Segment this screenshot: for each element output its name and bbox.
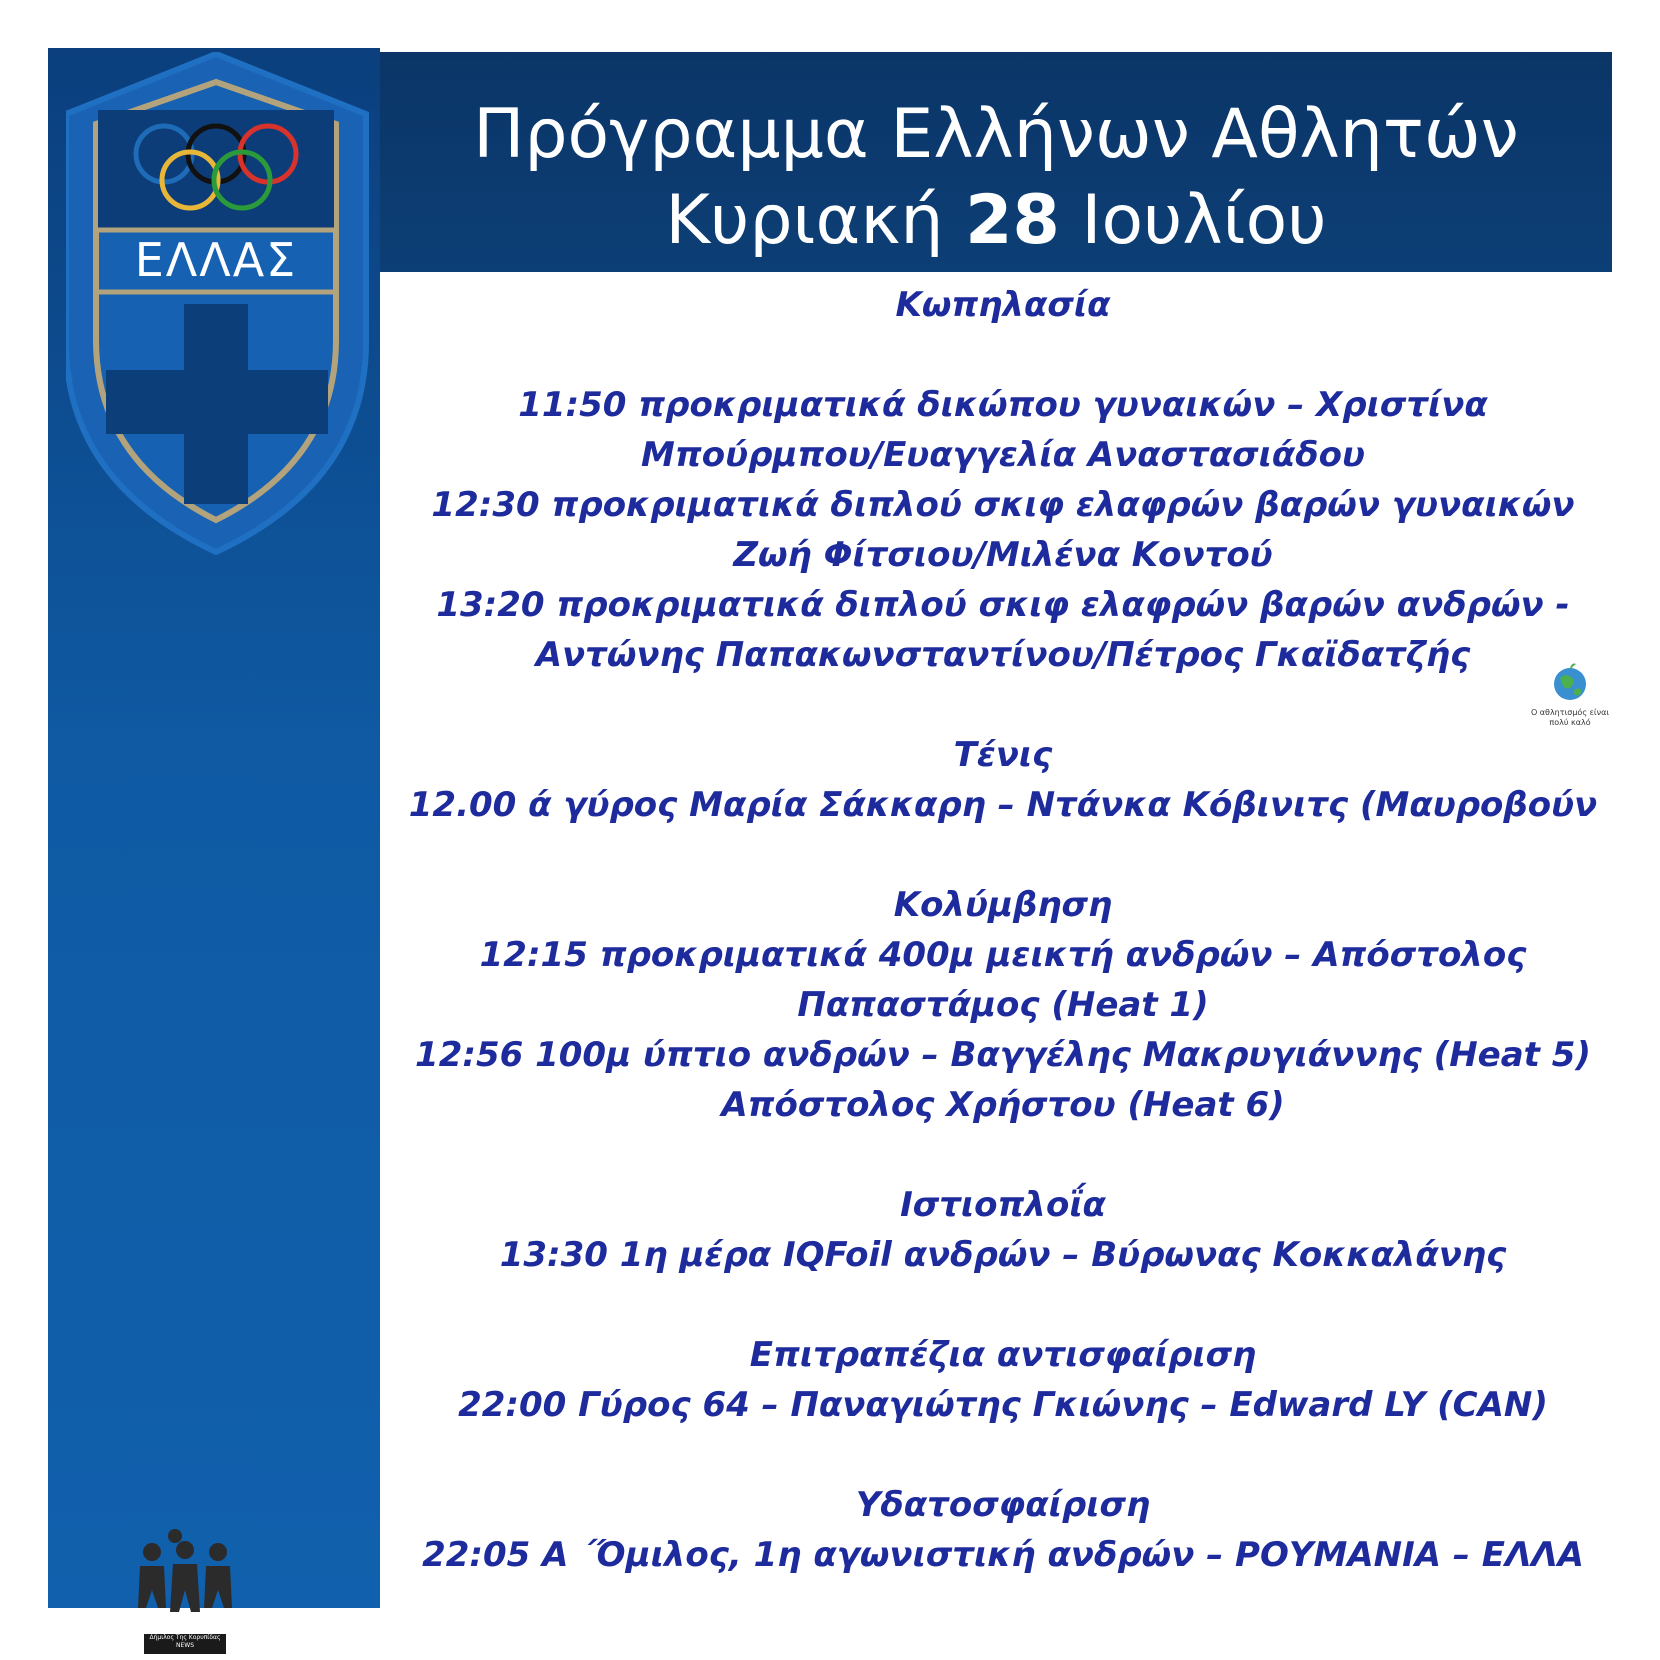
schedule-entry: 12.00 ά γύρος Μαρία Σάκκαρη – Ντάνκα Κόβινιτς (Μαυροβούν (408, 785, 1598, 825)
schedule-entry: Αντώνης Παπακωνσταντίνου/Πέτρος Γκαϊδατζής (535, 635, 1471, 675)
greek-olympic-crest (66, 52, 382, 572)
schedule-entry: 13:20 προκριματικά διπλού σκιφ ελαφρών βαρών ανδρών - (436, 585, 1570, 625)
section-title-tennis: Τένις (953, 735, 1053, 775)
schedule-entry: 22:00 Γύρος 64 – Παναγιώτης Γκιώνης – Edward LY (CAN) (458, 1385, 1548, 1425)
page-date (380, 178, 1612, 264)
date-day: Κυριακή (665, 181, 944, 260)
schedule-content (392, 280, 1614, 1610)
page-title: Πρόγραμμα Ελλήνων Αθλητών (473, 95, 1519, 174)
schedule-entry: Απόστολος Χρήστου (Heat 6) (721, 1085, 1285, 1125)
schedule-entry: 13:30 1η μέρα IQFoil ανδρών – Βύρωνας Κοκκαλάνης (499, 1235, 1507, 1275)
date-month: Ιουλίου (1081, 181, 1327, 260)
section-title-water-polo: Υδατοσφαίριση (855, 1485, 1151, 1525)
schedule-entry: 11:50 προκριματικά δικώπου γυναικών – Χριστίνα (518, 385, 1488, 425)
globe-caption: Ο αθλητισμός είναι πολύ καλό (1530, 708, 1610, 727)
schedule-entry: 12:56 100μ ύπτιο ανδρών – Βαγγέλης Μακρυγιάννης (Heat 5) (415, 1035, 1591, 1075)
crest-country-label: ΕΛΛΑΣ (134, 233, 298, 287)
news-caption: Δήμιλος Της Κορυπίδας NEWS (144, 1634, 226, 1654)
section-title-rowing: Κωπηλασία (895, 285, 1111, 325)
section-title-swimming: Κολύμβηση (893, 885, 1113, 925)
date-number: 28 (965, 181, 1060, 260)
schedule-entry: 12:30 προκριματικά διπλού σκιφ ελαφρών βαρών γυναικών (431, 485, 1575, 525)
people-icon (130, 1528, 240, 1632)
schedule-entry: 22:05 Α ΄Όμιλος, 1η αγωνιστική ανδρών – ΡΟΥΜΑΝΙΑ – ΕΛΛΑ (422, 1535, 1584, 1575)
schedule-entry: Ζωή Φίτσιου/Μιλένα Κοντού (733, 535, 1273, 575)
globe-icon (1550, 660, 1590, 704)
header-banner (380, 52, 1612, 272)
section-title-sailing: Ιστιοπλοΐα (900, 1185, 1106, 1225)
globe-watermark (1528, 660, 1612, 766)
schedule-entry: Μπούρμπου/Ευαγγελία Αναστασιάδου (641, 435, 1365, 475)
schedule-entry: Παπαστάμος (Heat 1) (797, 985, 1209, 1025)
schedule-entry: 12:15 προκριματικά 400μ μεικτή ανδρών – Απόστολος (479, 935, 1527, 975)
section-title-table-tennis: Επιτραπέζια αντισφαίριση (749, 1335, 1257, 1375)
news-logo (130, 1528, 240, 1654)
